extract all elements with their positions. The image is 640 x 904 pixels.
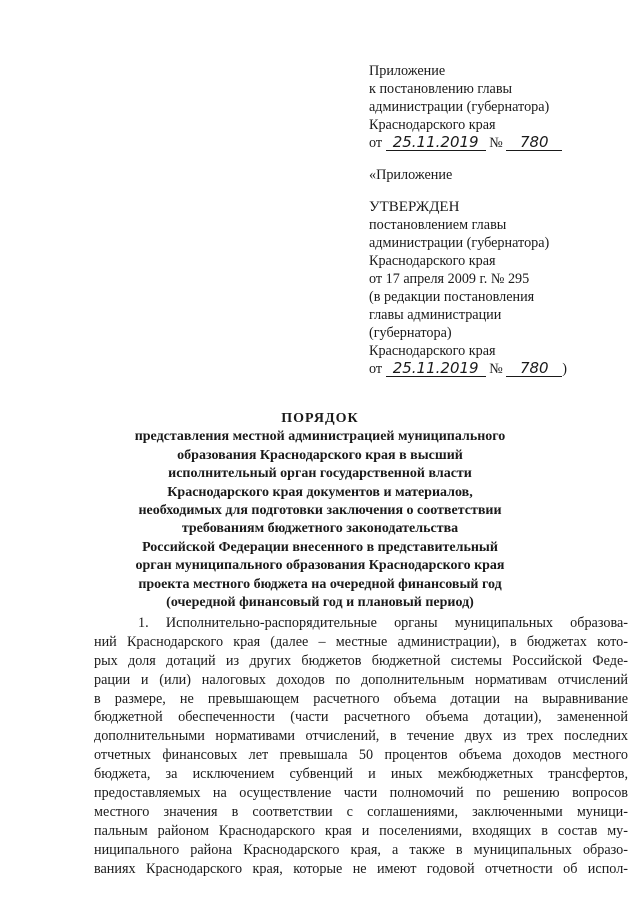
from-label: от (369, 361, 383, 377)
body-line: ваниях Краснодарского края, которые не имеют годовой отчетности об испол- (94, 860, 628, 877)
body-line: 1. Исполнительно-распорядительные органы муниципальных образова- (138, 615, 628, 631)
approved-heading: УТВЕРЖДЕН (369, 199, 460, 215)
closing-paren: ) (562, 361, 568, 377)
approved-line: главы администрации (369, 307, 502, 323)
body-line: пальным районом Краснодарского края и поселениями, входящих в состав му- (94, 822, 628, 839)
document-title (110, 410, 530, 612)
approved-line: постановлением главы (369, 217, 507, 233)
title-line: представления местной администрацией муниципального (134, 429, 506, 445)
appendix-header-line: Приложение (369, 63, 446, 79)
approved-line: от 17 апреля 2009 г. № 295 (369, 271, 530, 287)
number-sign: № (489, 135, 503, 151)
appendix-date-line (369, 134, 629, 152)
approved-line: администрации (губернатора) (369, 235, 550, 251)
body-line: отчетных финансовых лет превышала 50 процентов объема доходов местного (94, 747, 628, 764)
body-line: бюджетной обеспеченности (части расчетного объема дотации), замененной (94, 709, 628, 726)
title-line: орган муниципального образования Краснодарского края (135, 558, 505, 574)
from-label: от (369, 135, 383, 151)
title-line: (очередной финансовый год и плановый период) (166, 595, 474, 611)
inner-appendix-label: «Приложение (369, 167, 453, 183)
body-line: рых доля дотаций из других бюджетов бюджетной системы Российской Феде- (94, 652, 628, 669)
title-line: требованиям бюджетного законодательства (181, 521, 459, 537)
body-line: бюджета, за исключением субвенций и иных межбюджетных трансфертов, (94, 766, 628, 783)
approved-line: (губернатора) (369, 325, 452, 341)
title-line: образования Краснодарского края в высший (177, 447, 463, 463)
handwritten-number: 780 (506, 361, 562, 377)
appendix-header-line: к постановлению главы (369, 81, 513, 97)
title-line: Российской Федерации внесенного в представительный (142, 539, 498, 555)
number-sign: № (489, 361, 503, 377)
inner-appendix (369, 166, 629, 184)
body-line: предоставляемых на осуществление части полномочий по решению вопросов (94, 785, 628, 802)
body-line: ниципального района Краснодарского края, а также в муниципальных образо- (94, 841, 628, 858)
body-line: в размере, не превышающем расчетного объема дотации на выравнивание (94, 690, 628, 707)
body-paragraph (94, 614, 628, 878)
approved-line: Краснодарского края (369, 253, 496, 269)
body-line: рации и (или) налоговых доходов по дополнительным нормативам отчислений (94, 671, 628, 688)
handwritten-date: 25.11.2019 (386, 361, 486, 377)
title-line: необходимых для подготовки заключения о соответствии (138, 503, 502, 519)
body-line: местного значения в соответствии с соглашениями, заключенными муници- (94, 803, 628, 820)
title-heading: ПОРЯДОК (281, 411, 359, 426)
title-line: исполнительный орган государственной власти (168, 466, 472, 482)
handwritten-date: 25.11.2019 (386, 135, 486, 151)
body-line: дополнительными нормативами отчислений, в течение двух из трех последних (94, 728, 628, 745)
appendix-header-line: администрации (губернатора) (369, 99, 550, 115)
handwritten-number: 780 (506, 135, 562, 151)
title-line: проекта местного бюджета на очередной финансовый год (138, 576, 502, 592)
appendix-header-line: Краснодарского края (369, 117, 496, 133)
approved-line: Краснодарского края (369, 343, 496, 359)
body-line: ний Краснодарского края (далее – местные администрации), в бюджетах кото- (94, 633, 628, 650)
appendix-header (369, 62, 629, 152)
approved-line: (в редакции постановления (369, 289, 535, 305)
approved-date-line (369, 360, 629, 378)
title-line: Краснодарского края документов и материалов, (167, 484, 473, 500)
approved-block (369, 198, 629, 378)
